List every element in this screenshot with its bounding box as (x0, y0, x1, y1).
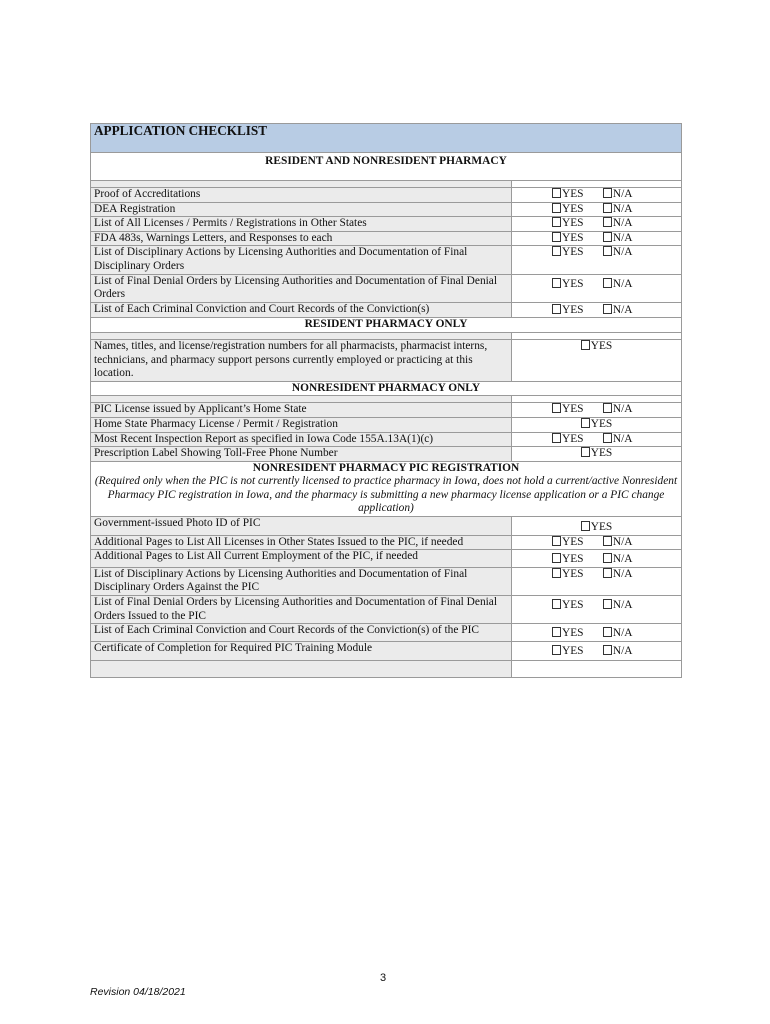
application-checklist-table (90, 123, 682, 678)
na-option[interactable]: N/A (603, 278, 633, 290)
checkbox-icon[interactable] (603, 599, 612, 609)
section-nonresident-only: NONRESIDENT PHARMACY ONLY (91, 381, 682, 396)
yes-option[interactable]: YES (581, 521, 613, 533)
item-proof-of-accreditations: Proof of Accreditations (91, 188, 512, 203)
yes-option[interactable]: YES (552, 188, 600, 202)
checkbox-group (512, 447, 682, 462)
item-pic-final-denial-orders: List of Final Denial Orders by Licensing Authorities and Documentation of Final Denial Orders Issued to the PIC (91, 596, 512, 624)
na-option[interactable]: N/A (603, 232, 633, 244)
item-photo-id-pic: Government-issued Photo ID of PIC (91, 517, 512, 536)
checkbox-icon[interactable] (603, 203, 612, 213)
na-option[interactable]: N/A (603, 599, 633, 611)
checkbox-icon[interactable] (552, 568, 561, 578)
item-pic-criminal-conviction: List of Each Criminal Conviction and Court Records of the Conviction(s) of the PIC (91, 624, 512, 642)
checkbox-icon[interactable] (581, 521, 590, 531)
checkbox-icon[interactable] (603, 304, 612, 314)
yes-option[interactable]: YES (581, 418, 613, 430)
na-option[interactable]: N/A (603, 433, 633, 445)
yes-option[interactable]: YES (581, 340, 613, 352)
checkbox-icon[interactable] (552, 188, 561, 198)
checkbox-group (512, 417, 682, 432)
yes-option[interactable]: YES (552, 433, 600, 447)
checkbox-icon[interactable] (603, 217, 612, 227)
checkbox-group (512, 535, 682, 550)
empty-row-right (512, 660, 682, 677)
page-number: 3 (380, 972, 387, 984)
pic-registration-note: (Required only when the PIC is not currently licensed to practice pharmacy in Iowa, does not hold a current/active Nonresident Pharmacy PIC registration in Iowa, and the pharmacy is submitting a new pharmacy license application or a PIC change application) (91, 475, 682, 516)
checkbox-group (512, 231, 682, 246)
na-option[interactable]: N/A (603, 217, 633, 229)
checkbox-group (512, 246, 682, 274)
item-home-state-pharmacy-license: Home State Pharmacy License / Permit / Registration (91, 417, 512, 432)
na-option[interactable]: N/A (603, 203, 633, 215)
na-option[interactable]: N/A (603, 403, 633, 415)
checkbox-icon[interactable] (552, 536, 561, 546)
checkbox-icon[interactable] (603, 536, 612, 546)
checkbox-icon[interactable] (552, 553, 561, 563)
yes-option[interactable]: YES (581, 447, 613, 459)
checkbox-icon[interactable] (552, 599, 561, 609)
item-inspection-report: Most Recent Inspection Report as specified in Iowa Code 155A.13A(1)(c) (91, 432, 512, 447)
section-pic-registration: NONRESIDENT PHARMACY PIC REGISTRATION (91, 461, 682, 475)
checkbox-group (512, 517, 682, 536)
item-pic-disciplinary-actions: List of Disciplinary Actions by Licensing Authorities and Documentation of Final Disciplinary Orders Against the PIC (91, 567, 512, 595)
empty-row-left (91, 660, 512, 677)
item-licenses-other-states: List of All Licenses / Permits / Registrations in Other States (91, 217, 512, 232)
checkbox-group (512, 550, 682, 568)
yes-option[interactable]: YES (552, 403, 600, 417)
na-option[interactable]: N/A (603, 568, 633, 580)
yes-option[interactable]: YES (552, 568, 600, 582)
item-disciplinary-actions: List of Disciplinary Actions by Licensing Authorities and Documentation of Final Disciplinary Orders (91, 246, 512, 274)
checkbox-group (512, 624, 682, 642)
checkbox-icon[interactable] (581, 447, 590, 457)
checkbox-group (512, 188, 682, 203)
yes-option[interactable]: YES (552, 203, 600, 217)
checkbox-icon[interactable] (603, 278, 612, 288)
checkbox-icon[interactable] (603, 232, 612, 242)
na-option[interactable]: N/A (603, 536, 633, 548)
checkbox-icon[interactable] (552, 246, 561, 256)
yes-option[interactable]: YES (552, 645, 600, 659)
checkbox-icon[interactable] (603, 403, 612, 413)
item-final-denial-orders: List of Final Denial Orders by Licensing Authorities and Documentation of Final Denial Orders (91, 274, 512, 302)
item-pic-training-certificate: Certificate of Completion for Required PIC Training Module (91, 641, 512, 660)
checkbox-group (512, 641, 682, 660)
yes-option[interactable]: YES (552, 553, 600, 567)
na-option[interactable]: N/A (603, 304, 633, 316)
checkbox-icon[interactable] (552, 403, 561, 413)
checkbox-icon[interactable] (581, 418, 590, 428)
yes-option[interactable]: YES (552, 304, 600, 318)
checkbox-group (512, 302, 682, 318)
checkbox-icon[interactable] (603, 188, 612, 198)
section-resident-only: RESIDENT PHARMACY ONLY (91, 318, 682, 333)
na-option[interactable]: N/A (603, 645, 633, 657)
na-option[interactable]: N/A (603, 246, 633, 258)
yes-option[interactable]: YES (552, 278, 600, 292)
checkbox-icon[interactable] (552, 645, 561, 655)
checkbox-group (512, 217, 682, 232)
checkbox-group (512, 403, 682, 418)
item-dea-registration: DEA Registration (91, 202, 512, 217)
yes-option[interactable]: YES (552, 536, 600, 550)
yes-option[interactable]: YES (552, 627, 600, 641)
checkbox-icon[interactable] (552, 304, 561, 314)
item-prescription-label: Prescription Label Showing Toll-Free Phone Number (91, 447, 512, 462)
checkbox-icon[interactable] (552, 232, 561, 242)
section-resident-nonresident: RESIDENT AND NONRESIDENT PHARMACY (91, 153, 682, 181)
checkbox-icon[interactable] (552, 433, 561, 443)
checkbox-group (512, 567, 682, 595)
checkbox-icon[interactable] (603, 568, 612, 578)
checkbox-group (512, 432, 682, 447)
item-fda-483s: FDA 483s, Warnings Letters, and Responses to each (91, 231, 512, 246)
checkbox-icon[interactable] (581, 340, 590, 350)
checkbox-group (512, 339, 682, 381)
checkbox-group (512, 274, 682, 302)
yes-option[interactable]: YES (552, 246, 600, 260)
na-option[interactable]: N/A (603, 627, 633, 639)
checkbox-icon[interactable] (552, 203, 561, 213)
yes-option[interactable]: YES (552, 217, 600, 231)
item-pic-license-home-state: PIC License issued by Applicant’s Home State (91, 403, 512, 418)
checkbox-group (512, 202, 682, 217)
checklist-title: APPLICATION CHECKLIST (91, 124, 682, 153)
checkbox-icon[interactable] (552, 278, 561, 288)
item-staff-names-titles: Names, titles, and license/registration numbers for all pharmacists, pharmacist interns, technicians, and pharmacy support persons currently employed or practicing at this location. (91, 339, 512, 381)
checkbox-group (512, 596, 682, 624)
checkbox-icon[interactable] (603, 433, 612, 443)
checkbox-icon[interactable] (603, 553, 612, 563)
item-pic-current-employment: Additional Pages to List All Current Employment of the PIC, if needed (91, 550, 512, 568)
checkbox-icon[interactable] (603, 627, 612, 637)
item-criminal-conviction: List of Each Criminal Conviction and Court Records of the Conviction(s) (91, 302, 512, 318)
na-option[interactable]: N/A (603, 188, 633, 200)
checkbox-icon[interactable] (603, 246, 612, 256)
item-pic-licenses-other-states: Additional Pages to List All Licenses in Other States Issued to the PIC, if needed (91, 535, 512, 550)
na-option[interactable]: N/A (603, 553, 633, 565)
checkbox-icon[interactable] (552, 627, 561, 637)
checkbox-icon[interactable] (603, 645, 612, 655)
yes-option[interactable]: YES (552, 232, 600, 246)
checkbox-icon[interactable] (552, 217, 561, 227)
yes-option[interactable]: YES (552, 599, 600, 613)
revision-date: Revision 04/18/2021 (90, 986, 186, 998)
